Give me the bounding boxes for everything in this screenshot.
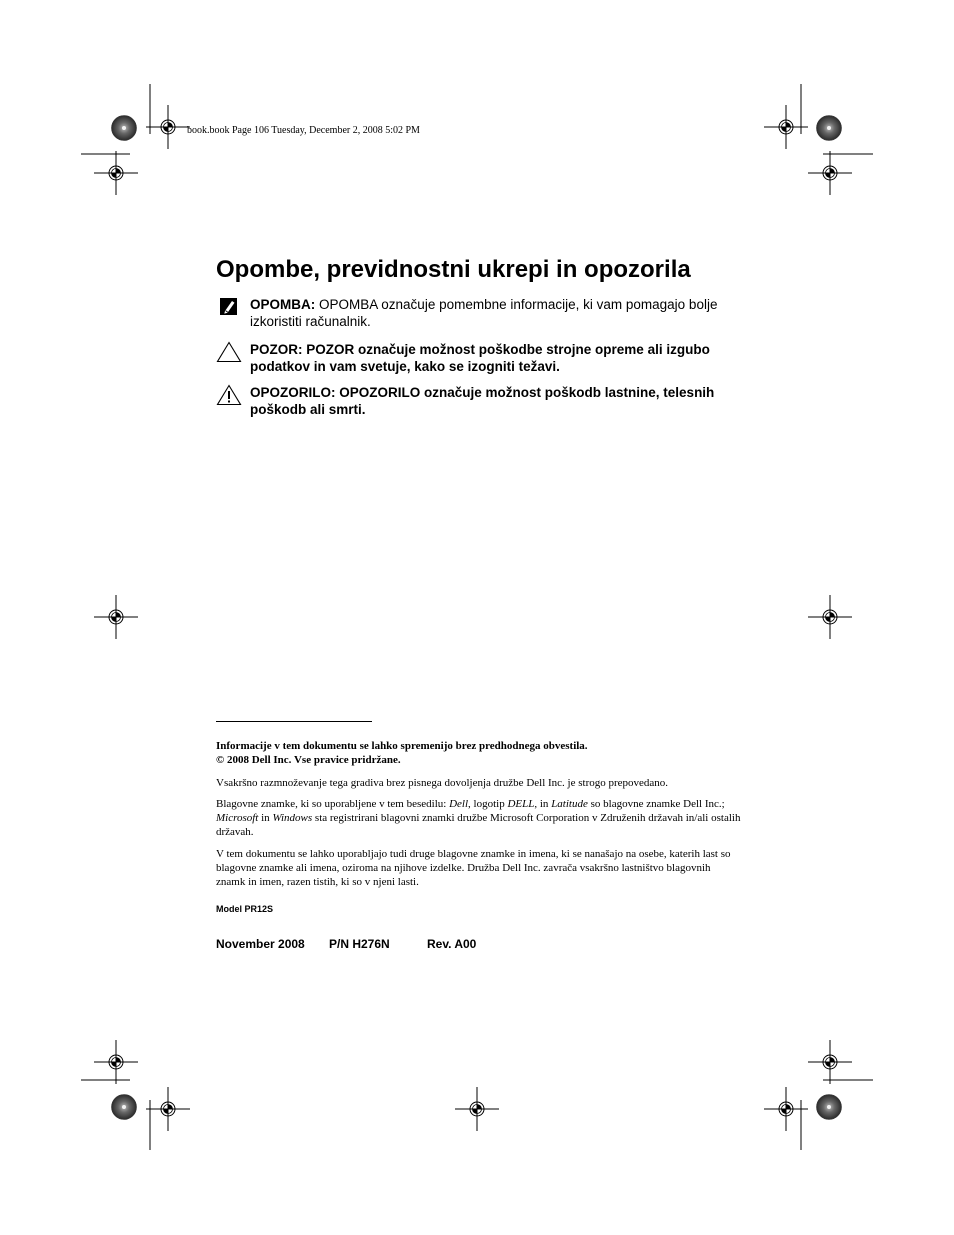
reproduction-text: Vsakršno razmnoževanje tega gradiva brez pisnega dovoljenja družbe Dell Inc. je strogo prepovedano. [216,777,669,789]
trademarks-part: Blagovne znamke, ki so uporabljene v tem besedilu: [216,798,450,810]
trademarks-part: in [258,812,273,824]
footer-part-number: P/N H276N [329,937,390,951]
other-trademarks-notice [216,847,741,889]
reproduction-notice [216,776,741,790]
copyright: © 2008 Dell Inc. Vse pravice pridržane. [216,754,401,766]
registration-crosshair-mark [146,1087,190,1131]
registration-crosshair-mark [808,1040,852,1084]
page-title: Opombe, previdnostni ukrepi in opozorila [216,256,691,283]
book-info-header: book.book Page 106 Tuesday, December 2, 2008 5:02 PM [187,125,420,136]
caution-text: POZOR označuje možnost poškodbe strojne opreme ali izgubo podatkov in vam svetuje, kako se izogniti težavi. [250,342,710,374]
registration-crosshair-mark [455,1087,499,1131]
trademarks-part: , logotip [468,798,508,810]
note-text: OPOMBA označuje pomembne informacije, ki vam pomagajo bolje izkoristiti računalnik. [250,297,718,329]
warning-exclamation-icon [216,384,242,406]
caution-triangle-icon [216,341,242,363]
trademarks-notice [216,797,741,839]
trademark-windows: Windows [272,812,313,824]
registration-star-mark [817,1095,842,1120]
warning-notice [216,384,741,418]
other-trademarks-text: V tem dokumentu se lahko uporabljajo tudi druge blagovne znamke in imena, ki se nanašajo na osebe, katerih last so blagovne znamke ali imena, oziroma na njihove izdelke. Družba Dell Inc. zavrača vsakršno lastništvo blagovnih znamk in imen, razen tistih, ki so v njeni lasti. [216,848,731,888]
trademarks-part: so blagovne znamke Dell Inc.; [587,798,725,810]
registration-crosshair-mark [94,595,138,639]
warning-label: OPOZORILO: [250,385,336,400]
registration-star-mark [112,116,137,141]
trademarks-part: sta registrirani blagovni znamki družbe Microsoft Corporation v Združenih državah in/ali ostalih državah. [216,812,741,838]
trademarks-text [216,797,741,839]
divider [216,721,372,722]
trademark-dell-logo: DELL [507,798,535,810]
note-label: OPOMBA: [250,297,316,312]
note-pencil-icon [216,296,242,318]
registration-crosshair-mark [94,151,138,195]
trademark-microsoft: Microsoft [216,812,259,824]
footer-revision: Rev. A00 [427,937,477,951]
registration-crosshair-mark [808,151,852,195]
registration-star-mark [112,1095,137,1120]
registration-crosshair-mark [146,105,190,149]
footer-date: November 2008 [216,937,305,951]
model-number: Model PR12S [216,904,274,914]
legal-notice-bold [216,739,741,767]
trademark-latitude: Latitude [551,798,588,810]
registration-star-mark [817,116,842,141]
change-notice: Informacije v tem dokumentu se lahko spremenijo brez predhodnega obvestila. [216,740,588,752]
caution-label: POZOR: [250,342,303,357]
note-notice [216,296,741,330]
registration-crosshair-mark [94,1040,138,1084]
registration-crosshair-mark [808,595,852,639]
trademarks-part: , in [534,798,552,810]
warning-text: OPOZORILO označuje možnost poškodb lastnine, telesnih poškodb ali smrti. [250,385,715,417]
trademark-dell: Dell [449,798,469,810]
caution-notice [216,341,741,375]
